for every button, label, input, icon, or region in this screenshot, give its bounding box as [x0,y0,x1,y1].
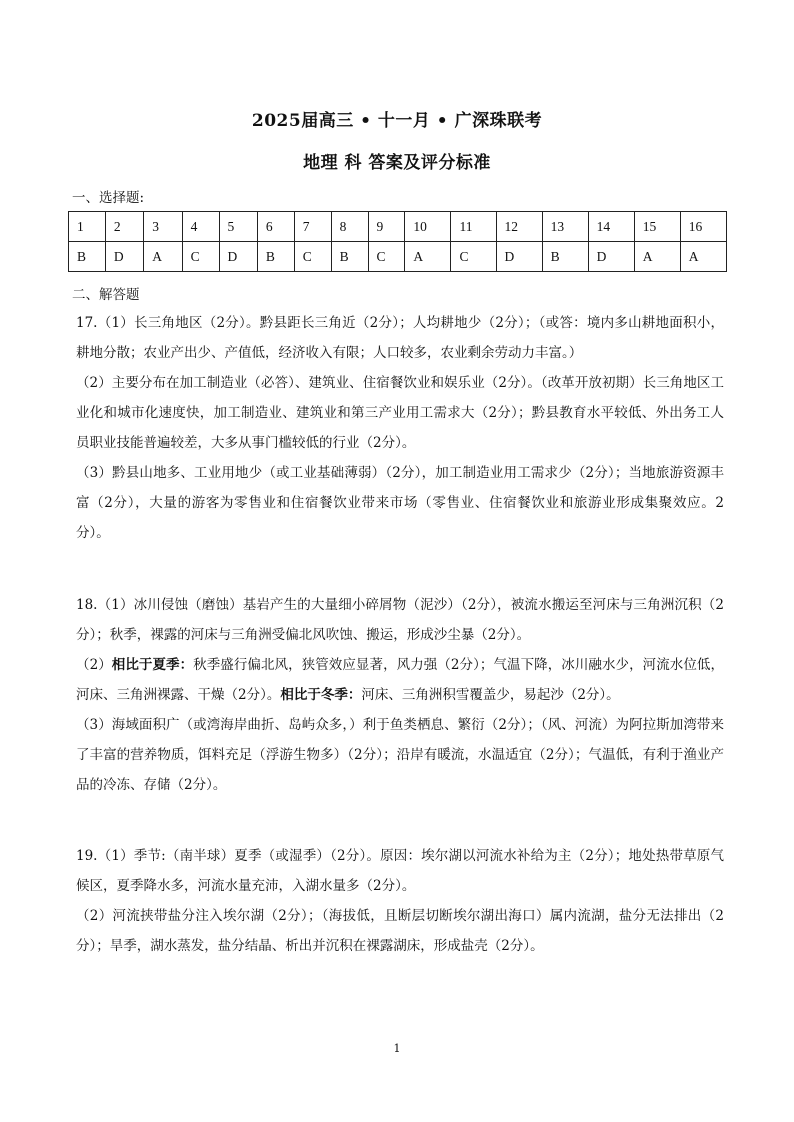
answer-cell: A [680,242,726,272]
question-number-cell: 5 [219,212,257,242]
answer-cell: D [588,242,634,272]
question-number-cell: 11 [451,212,496,242]
answer-cell: B [331,242,368,272]
q19-part1: 19.（1）季节:（南半球）夏季（或湿季）（2分）。原因：埃尔湖以河流水补给为主（2分）；地处热带草原气候区，夏季降水多，河流水量充沛，入湖水量多（2分）。 [76,848,724,894]
question-number-cell: 16 [680,212,726,242]
question-number-cell: 6 [257,212,294,242]
question-number-cell: 7 [294,212,331,242]
answer-cell: C [182,242,219,272]
q18-part2 [76,650,724,710]
q17-part2: （2）主要分布在加工制造业（必答）、建筑业、住宿餐饮业和娱乐业（2分）。（改革开放初期）长三角地区工业化和城市化速度快，加工制造业、建筑业和第三产业用工需求大（2分）；黔县教育水平较低、外出务工人员职业技能普遍较差，大多从事门槛较低的行业（2分）。 [76,375,724,451]
q18-compare-summary-label: 相比于夏季： [111,657,194,673]
answer-row [69,242,727,272]
answer-cell: C [294,242,331,272]
answer-cell: C [368,242,405,272]
q18-compare-winter-label: 相比于冬季： [280,687,362,703]
question-number-cell: 12 [496,212,542,242]
answer-cell: A [405,242,451,272]
q18-part3: （3）海域面积广（或湾海岸曲折、岛屿众多，）利于鱼类栖息、繁衍（2分）；（风、河流）为阿拉斯加湾带来了丰富的营养物质，饵料充足（浮游生物多）（2分）；沿岸有暖流，水温适宜（2分）；气温低，有利于渔业产品的冷冻、存储（2分）。 [76,717,724,793]
page-number: 1 [393,1042,401,1055]
question-number-cell: 10 [405,212,451,242]
answer-cell: B [69,242,106,272]
answer-cell: D [219,242,257,272]
q18-part2-prefix: （2） [76,657,112,673]
question-number-cell: 8 [331,212,368,242]
answer-table [68,211,727,272]
q17-part1: 17.（1）长三角地区（2分）。黔县距长三角近（2分）；人均耕地少（2分）；（或答：境内多山耕地面积小，耕地分散；农业产出少、产值低，经济收入有限；人口较多，农业剩余劳动力丰富。） [76,315,724,361]
question-number-cell: 1 [69,212,106,242]
answer-cell: A [144,242,182,272]
question-number-cell: 2 [105,212,143,242]
answer-cell: D [105,242,143,272]
answer-cell: D [496,242,542,272]
answer-cell: A [634,242,680,272]
section-choice-label: 一、选择题: [72,190,145,206]
section-essay-label: 二、解答题 [72,287,140,303]
question-number-cell: 15 [634,212,680,242]
question-number-cell: 13 [542,212,588,242]
answer-cell: B [257,242,294,272]
q17-part3: （3）黔县山地多、工业用地少（或工业基础薄弱）（2分），加工制造业用工需求少（2分）；当地旅游资源丰富（2分），大量的游客为零售业和住宿餐饮业带来市场（零售业、住宿餐饮业和旅游业形成集聚效应。2分）。 [76,465,724,541]
answer-cell: B [542,242,588,272]
question-number-cell: 3 [144,212,182,242]
document-title: 2025届高三 • 十一月 • 广深珠联考 [251,111,543,131]
q18-part1: 18.（1）冰川侵蚀（磨蚀）基岩产生的大量细小碎屑物（泥沙）（2分），被流水搬运至河床与三角洲沉积（2分）；秋季，裸露的河床与三角洲受偏北风吹蚀、搬运，形成沙尘暴（2分）。 [76,597,724,643]
document-subtitle: 地理 科 答案及评分标准 [303,153,491,173]
question-number-cell: 14 [588,212,634,242]
question-number-row [69,212,727,242]
q19-part2: （2）河流挟带盐分注入埃尔湖（2分）；（海拔低，且断层切断埃尔湖出海口）属内流湖，盐分无法排出（2分）；旱季，湖水蒸发，盐分结晶、析出并沉积在裸露湖床，形成盐壳（2分）。 [76,908,724,954]
question-number-cell: 4 [182,212,219,242]
q18-compare-winter-text: 河床、三角洲积雪覆盖少，易起沙（2分）。 [361,687,620,703]
answer-cell: C [451,242,496,272]
q18-compare-summary-text: 秋季盛行偏北风，狭管效应显著，风力强（2分）；气温下降，冰川融水少，河流水位低，河床、三角洲裸露、干燥（2分）。 [76,657,724,703]
question-number-cell: 9 [368,212,405,242]
